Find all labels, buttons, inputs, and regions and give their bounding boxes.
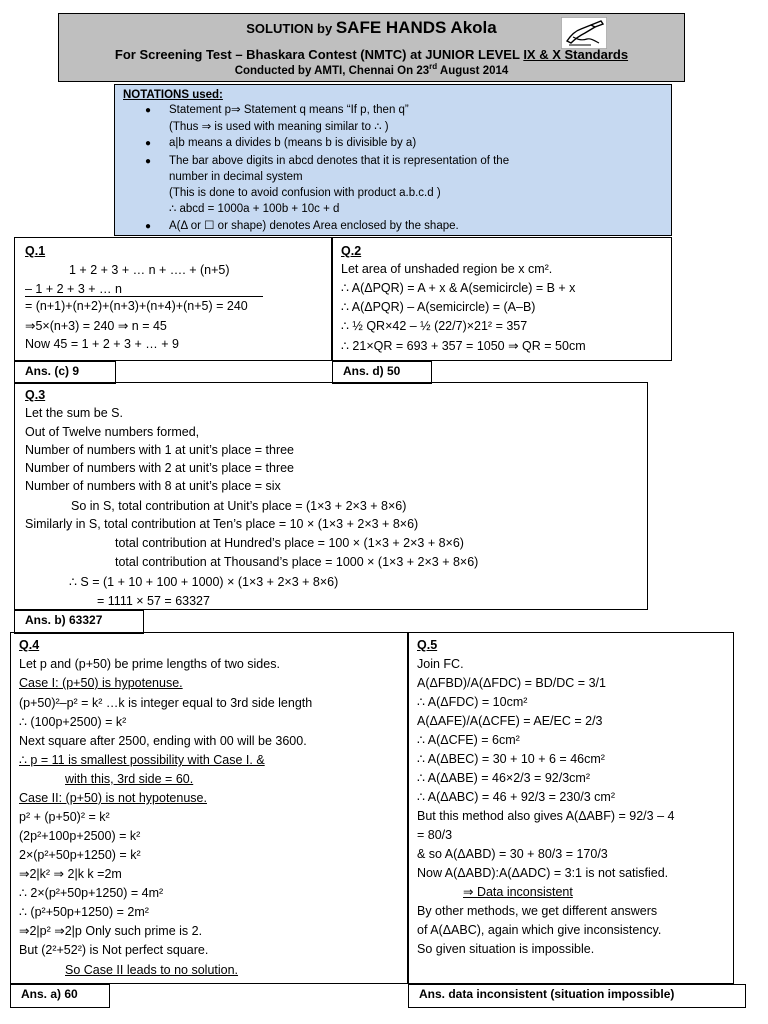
q3-answer: Ans. b) 63327 (14, 610, 144, 634)
q5-line: But this method also gives A(ΔABF) = 92/3 – 4 (417, 809, 675, 823)
q5-title: Q.5 (417, 638, 438, 652)
notation-line: (Thus ⇒ is used with meaning similar to ∴ ) (169, 121, 389, 133)
q5-line: = 80/3 (417, 828, 453, 842)
q1-line: ⇒5×(n+3) = 240 ⇒ n = 45 (25, 319, 167, 333)
q2-line: Let area of unshaded region be x cm². (341, 262, 553, 276)
q5-line: ∴ A(ΔBEC) = 30 + 10 + 6 = 46cm² (417, 752, 605, 766)
conducted-by (59, 62, 684, 77)
q1-title: Q.1 (25, 244, 46, 258)
q4-line: with this, 3rd side = 60. (65, 772, 194, 786)
brand-name: SAFE HANDS Akola (335, 18, 497, 37)
notation-line: Statement p⇒ Statement q means “If p, then q” (169, 104, 409, 116)
q4-line: Case I: (p+50) is hypotenuse. (19, 676, 183, 690)
contest-subtitle (59, 47, 684, 62)
q4-line: Case II: (p+50) is not hypotenuse. (19, 791, 207, 805)
q5-line: By other methods, we get different answers (417, 904, 658, 918)
q4-line: 2×(p²+50p+1250) = k² (19, 848, 141, 862)
q4-answer: Ans. a) 60 (10, 984, 110, 1008)
q3-line: Similarly in S, total contribution at Ten’s place = 10 × (1×3 + 2×3 + 8×6) (25, 517, 419, 531)
header-banner (58, 13, 685, 82)
q5-line: ∴ A(ΔABE) = 46×2/3 = 92/3cm² (417, 771, 590, 785)
q1-line: = (n+1)+(n+2)+(n+3)+(n+4)+(n+5) = 240 (25, 299, 248, 313)
q1-box (14, 237, 332, 361)
conducted-sup: rd (429, 62, 438, 72)
q4-box (10, 632, 408, 984)
q4-line: p² + (p+50)² = k² (19, 810, 110, 824)
notation-line: (This is done to avoid confusion with product a.b.c.d ) (169, 187, 441, 199)
q1-line: – 1 + 2 + 3 + … n (25, 282, 122, 296)
q3-line: total contribution at Hundred’s place = 100 × (1×3 + 2×3 + 8×6) (115, 536, 464, 550)
q2-title: Q.2 (341, 244, 362, 258)
q3-line: Number of numbers with 1 at unit’s place = three (25, 443, 295, 457)
q2-line: ∴ ½ QR×42 – ½ (22/7)×21² = 357 (341, 319, 528, 333)
q1-line: Now 45 = 1 + 2 + 3 + … + 9 (25, 337, 179, 351)
notations-title: NOTATIONS used: (123, 89, 223, 101)
q5-line: of A(ΔABC), again which give inconsistency. (417, 923, 662, 937)
conducted-post: August 2014 (437, 65, 509, 77)
q2-line: ∴ 21×QR = 693 + 357 = 1050 ⇒ QR = 50cm (341, 339, 586, 353)
q3-line: = 1111 × 57 = 63327 (97, 594, 210, 608)
q5-line: A(ΔAFE)/A(ΔCFE) = AE/EC = 2/3 (417, 714, 603, 728)
bullet-icon: ● (145, 105, 152, 116)
hand-writing-logo-icon (561, 17, 607, 49)
notation-line: number in decimal system (169, 171, 303, 183)
q4-line: ∴ (100p+2500) = k² (19, 715, 127, 729)
bullet-icon: ● (145, 156, 152, 167)
q1-line: 1 + 2 + 3 + … n + …. + (n+5) (69, 263, 230, 277)
q4-line: Let p and (p+50) be prime lengths of two sides. (19, 657, 280, 671)
q4-title: Q.4 (19, 638, 40, 652)
q2-box (332, 237, 672, 361)
q5-line: ∴ A(ΔABC) = 46 + 92/3 = 230/3 cm² (417, 790, 615, 804)
q5-line: & so A(ΔABD) = 30 + 80/3 = 170/3 (417, 847, 608, 861)
notation-line: The bar above digits in abcd denotes that it is representation of the (169, 155, 510, 167)
q2-line: ∴ A(ΔPQR) – A(semicircle) = (A–B) (341, 300, 536, 314)
q4-line: ⇒2|k² ⇒ 2|k k =2m (19, 867, 122, 881)
q2-answer: Ans. d) 50 (332, 361, 432, 384)
q2-line: ∴ A(ΔPQR) = A + x & A(semicircle) = B + x (341, 281, 576, 295)
notation-line: A(Δ or ☐ or shape) denotes Area enclosed by the shape. (169, 220, 459, 232)
notations-box (114, 84, 672, 236)
notation-line: a|b means a divides b (means b is divisible by a) (169, 137, 417, 149)
q3-line: total contribution at Thousand’s place = 1000 × (1×3 + 2×3 + 8×6) (115, 555, 479, 569)
q4-line: ∴ p = 11 is smallest possibility with Case I. & (19, 753, 265, 767)
q3-line: So in S, total contribution at Unit’s place = (1×3 + 2×3 + 8×6) (71, 499, 407, 513)
q4-line: ∴ 2×(p²+50p+1250) = 4m² (19, 886, 164, 900)
q5-line: ⇒ Data inconsistent (463, 885, 573, 899)
q3-line: Number of numbers with 8 at unit’s place = six (25, 479, 281, 493)
q3-line: Let the sum be S. (25, 406, 123, 420)
q4-line: Next square after 2500, ending with 00 will be 3600. (19, 734, 307, 748)
bullet-icon: ● (145, 138, 152, 149)
q4-line: (2p²+100p+2500) = k² (19, 829, 141, 843)
q5-line: Now A(ΔABD):A(ΔADC) = 3:1 is not satisfied. (417, 866, 669, 880)
q3-title: Q.3 (25, 388, 46, 402)
q4-line: But (2²+52²) is Not perfect square. (19, 943, 209, 957)
q4-line: So Case II leads to no solution. (65, 963, 239, 977)
q5-line: ∴ A(ΔCFE) = 6cm² (417, 733, 520, 747)
q5-line: A(ΔFBD)/A(ΔFDC) = BD/DC = 3/1 (417, 676, 606, 690)
q1-answer: Ans. (c) 9 (14, 361, 116, 384)
conducted-pre: Conducted by AMTI, Chennai On 23 (234, 65, 430, 77)
notation-line: ∴ abcd = 1000a + 100b + 10c + d (169, 203, 340, 215)
q5-answer: Ans. data inconsistent (situation impossible) (408, 984, 746, 1008)
q5-line: ∴ A(ΔFDC) = 10cm² (417, 695, 528, 709)
q3-box (14, 382, 648, 610)
solution-prefix: SOLUTION by (246, 21, 336, 36)
subtitle-level: IX & X Standards (523, 47, 629, 62)
q5-line: So given situation is impossible. (417, 942, 595, 956)
bullet-icon: ● (145, 221, 152, 232)
q4-line: ⇒2|p² ⇒2|p Only such prime is 2. (19, 924, 203, 938)
q5-box (408, 632, 734, 984)
q3-line: Number of numbers with 2 at unit’s place = three (25, 461, 295, 475)
subtitle-main: For Screening Test – Bhaskara Contest (NMTC) at JUNIOR LEVEL (114, 47, 524, 62)
q3-line: ∴ S = (1 + 10 + 100 + 1000) × (1×3 + 2×3 + 8×6) (69, 575, 339, 589)
q4-line: ∴ (p²+50p+1250) = 2m² (19, 905, 149, 919)
q5-line: Join FC. (417, 657, 464, 671)
q3-line: Out of Twelve numbers formed, (25, 425, 200, 439)
q4-line: (p+50)²–p² = k² …k is integer equal to 3rd side length (19, 696, 313, 710)
